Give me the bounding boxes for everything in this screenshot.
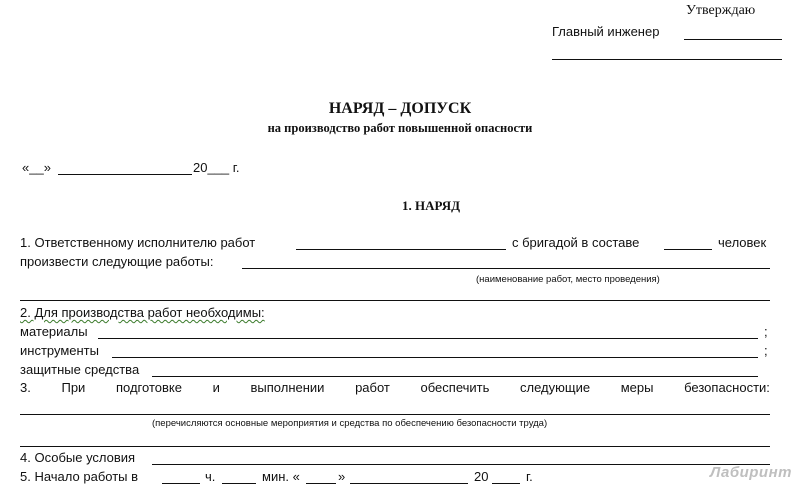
item5-close-quote: » [338, 469, 346, 484]
chief-engineer-label: Главный инженер [552, 24, 660, 39]
tools-semicolon: ; [764, 343, 768, 358]
item1-responsible-label: 1. Ответственному исполнителю работ [20, 235, 256, 250]
tools-label: инструменты [20, 343, 99, 358]
item3-word: работ [355, 380, 390, 395]
responsible-executor-line[interactable] [296, 249, 506, 250]
item3-word: обеспечить [420, 380, 490, 395]
works-extra-line[interactable] [20, 300, 770, 301]
watermark: Лабиринт [709, 464, 792, 481]
date-month-line[interactable] [58, 174, 192, 175]
date-day-field: «__» [22, 160, 51, 175]
item1-works-label: произвести следующие работы: [20, 254, 214, 269]
item5-start-label: 5. Начало работы в [20, 469, 139, 484]
special-conditions-line[interactable] [152, 464, 770, 465]
section-heading: 1. НАРЯД [402, 198, 461, 213]
start-year-line[interactable] [492, 483, 520, 484]
chief-engineer-name-line[interactable] [552, 59, 782, 60]
works-caption: (наименование работ, место проведения) [476, 274, 660, 285]
safety-caption: (перечисляются основные мероприятия и средства по обеспечению безопасности труда) [152, 418, 548, 429]
materials-label: материалы [20, 324, 88, 339]
item5-year-label: 20 [474, 469, 489, 484]
brigade-size-line[interactable] [664, 249, 712, 250]
protection-line[interactable] [152, 376, 758, 377]
start-hour-line[interactable] [162, 483, 200, 484]
item4-special-conditions-label: 4. Особые условия [20, 450, 136, 465]
item3-word: выполнении [250, 380, 325, 395]
chief-engineer-signature-line[interactable] [684, 39, 782, 40]
document-title: НАРЯД – ДОПУСК [328, 100, 472, 117]
materials-semicolon: ; [764, 324, 768, 339]
item5-minutes-label: мин. « [262, 469, 300, 484]
item3-word: следующие [520, 380, 591, 395]
item1-brigade-label: с бригадой в составе [512, 235, 640, 250]
approve-label: Утверждаю [686, 3, 756, 18]
start-day-line[interactable] [306, 483, 336, 484]
item3-word: подготовке [115, 380, 182, 395]
start-minute-line[interactable] [222, 483, 256, 484]
tools-line[interactable] [112, 357, 758, 358]
start-month-line[interactable] [350, 483, 468, 484]
safety-measures-line[interactable] [20, 414, 770, 415]
protection-label: защитные средства [20, 362, 140, 377]
item3-word: 3. [20, 380, 31, 395]
safety-extra-line[interactable] [20, 446, 770, 447]
document-subtitle: на производство работ повышенной опасности [267, 121, 533, 135]
works-description-line[interactable] [242, 268, 770, 269]
item2-heading: 2. Для производства работ необходимы: [20, 305, 265, 320]
item1-people-label: человек [718, 235, 767, 250]
item3-word: меры [620, 380, 654, 395]
materials-line[interactable] [98, 338, 758, 339]
item3-word: безопасности: [684, 380, 770, 395]
item3-safety-measures-text [20, 380, 770, 395]
item3-word: и [212, 380, 220, 395]
date-year-field: 20___ г. [193, 160, 240, 175]
item5-hours-label: ч. [205, 469, 216, 484]
item5-year-suffix: г. [526, 469, 533, 484]
item3-word: При [61, 380, 86, 395]
